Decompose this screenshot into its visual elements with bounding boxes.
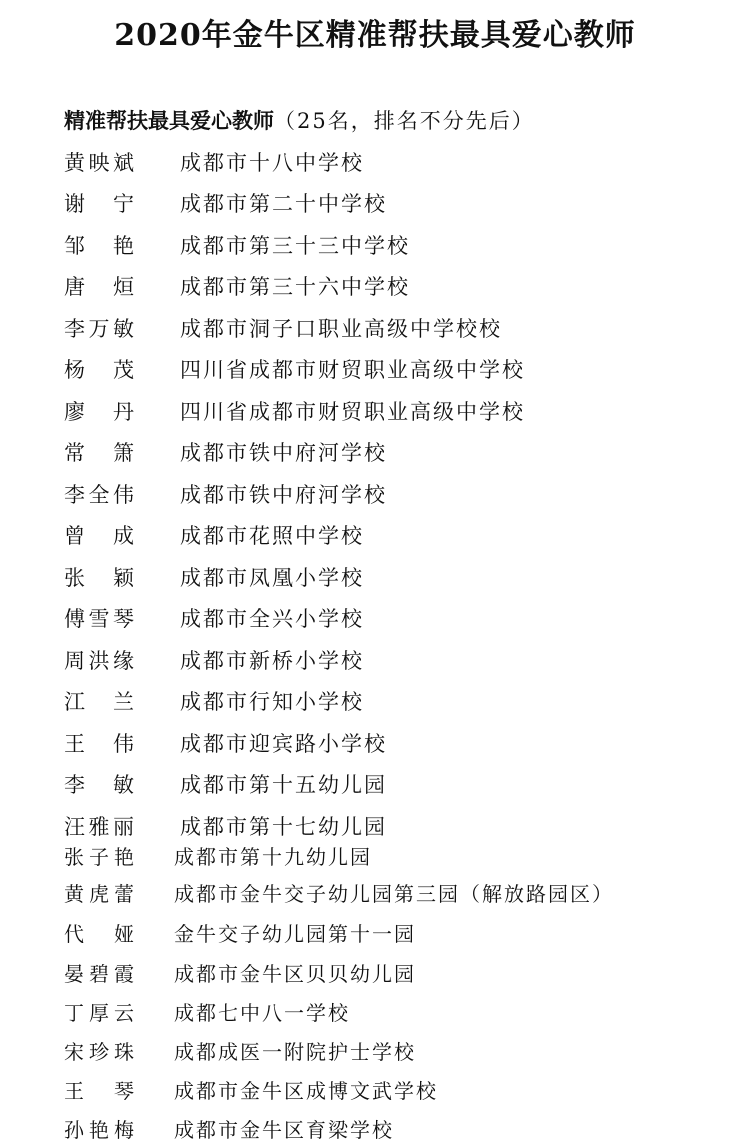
teacher-name: 江兰 xyxy=(64,690,134,714)
teacher-school: 成都市铁中府河学校 xyxy=(180,441,387,465)
teacher-school: 成都市全兴小学校 xyxy=(180,607,364,631)
teacher-name: 张子艳 xyxy=(64,845,134,869)
list-heading-note: （25名，排名不分先后） xyxy=(274,109,535,133)
teacher-school: 成都市行知小学校 xyxy=(180,690,364,714)
teacher-name: 邹艳 xyxy=(64,234,134,258)
teacher-school: 成都市金牛区成博文武学校 xyxy=(174,1079,438,1103)
teacher-school: 成都市凤凰小学校 xyxy=(180,566,364,590)
teacher-school: 金牛交子幼儿园第十一园 xyxy=(174,922,416,946)
teacher-name: 丁厚云 xyxy=(64,1001,134,1025)
teacher-school: 四川省成都市财贸职业高级中学校 xyxy=(180,358,525,382)
teacher-school: 成都市第二十中学校 xyxy=(180,192,387,216)
teacher-school: 成都市金牛交子幼儿园第三园（解放路园区） xyxy=(174,882,614,906)
teacher-school: 成都市金牛区育梁学校 xyxy=(174,1118,394,1142)
teacher-name: 廖丹 xyxy=(64,400,134,424)
teacher-name: 宋珍珠 xyxy=(64,1040,134,1064)
teacher-school: 成都市铁中府河学校 xyxy=(180,483,387,507)
teacher-name: 谢宁 xyxy=(64,192,134,216)
teacher-name: 周洪缘 xyxy=(64,649,134,673)
teacher-name: 李万敏 xyxy=(64,317,134,341)
teacher-name: 杨茂 xyxy=(64,358,134,382)
teacher-school: 成都市第十五幼儿园 xyxy=(180,773,387,797)
teacher-name: 汪雅丽 xyxy=(64,815,134,839)
teacher-school: 成都市第三十三中学校 xyxy=(180,234,410,258)
teacher-school: 成都七中八一学校 xyxy=(174,1001,350,1025)
page-title: 2020年金牛区精准帮扶最具爱心教师 xyxy=(114,18,636,53)
list-heading-label: 精准帮扶最具爱心教师 xyxy=(64,108,274,133)
teacher-name: 王伟 xyxy=(64,732,134,756)
teacher-name: 李敏 xyxy=(64,773,134,797)
teacher-name: 王琴 xyxy=(64,1079,134,1103)
teacher-school: 成都市十八中学校 xyxy=(180,151,364,175)
teacher-name: 傅雪琴 xyxy=(64,607,134,631)
teacher-school: 成都市新桥小学校 xyxy=(180,649,364,673)
teacher-name: 唐烜 xyxy=(64,275,134,299)
teacher-school: 成都市花照中学校 xyxy=(180,524,364,548)
teacher-name: 代娅 xyxy=(64,922,134,946)
list-heading xyxy=(64,104,535,138)
teacher-school: 成都成医一附院护士学校 xyxy=(174,1040,416,1064)
teacher-name: 张颖 xyxy=(64,566,134,590)
teacher-name: 常箫 xyxy=(64,441,134,465)
teacher-school: 四川省成都市财贸职业高级中学校 xyxy=(180,400,525,424)
teacher-school: 成都市金牛区贝贝幼儿园 xyxy=(174,962,416,986)
teacher-name: 李全伟 xyxy=(64,483,134,507)
teacher-name: 孙艳梅 xyxy=(64,1118,134,1142)
teacher-name: 黄虎蕾 xyxy=(64,882,134,906)
teacher-school: 成都市第三十六中学校 xyxy=(180,275,410,299)
teacher-school: 成都市第十七幼儿园 xyxy=(180,815,387,839)
teacher-name: 晏碧霞 xyxy=(64,962,134,986)
teacher-name: 曾成 xyxy=(64,524,134,548)
teacher-school: 成都市第十九幼儿园 xyxy=(174,845,372,869)
teacher-name: 黄映斌 xyxy=(64,151,134,175)
teacher-school: 成都市洞子口职业高级中学校校 xyxy=(180,317,502,341)
teacher-school: 成都市迎宾路小学校 xyxy=(180,732,387,756)
